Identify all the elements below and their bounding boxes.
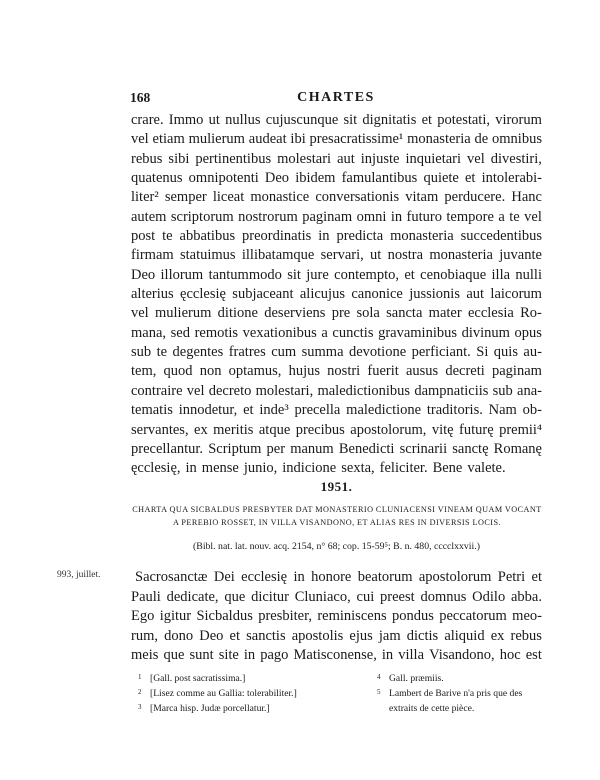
footnote [138, 672, 353, 687]
text-line: tematis innodetur, et inde³ precella maledictione traditoris. Nam ob- [131, 402, 542, 419]
body-text [131, 111, 542, 479]
text-line: ęcclesię, in mense junio, indicione sexta, feliciter. Bene valete. [131, 460, 506, 477]
running-title: CHARTES [297, 90, 375, 105]
margin-date: 993, juillet. [57, 570, 101, 580]
text-line: Sacrosanctæ Dei ecclesię in honore beatorum apostolorum Petri et [135, 569, 542, 585]
charter-number: 1951. [320, 479, 353, 494]
footnote [377, 702, 547, 717]
text-line: meis que sunt site in pago Matisconense, in villa Visandono, hoc est [131, 647, 542, 663]
footnote-mark: 2 [138, 687, 142, 696]
charter-text [131, 568, 542, 666]
footnote-text: Lambert de Barive n'a pris que des [389, 687, 523, 699]
text-line: precellantur. Scriptum per manum Benedicti scrinarii sanctę Romanę [131, 440, 542, 457]
charter-title-line: CHARTA QUA SICBALDUS PRESBYTER DAT MONASTERIO CLUNIACENSI VINEAM QUAM VOCANT [132, 505, 542, 514]
footnote-mark: 3 [138, 702, 142, 711]
text-line: crare. Immo ut nullus cujuscunque sit dignitatis et potestati, virorum [131, 112, 542, 128]
text-line: Ego igitur Sicbaldus presbiter, reminiscens pondus peccatorum meo- [131, 608, 542, 624]
footnote-mark: 4 [377, 673, 381, 681]
charter-source: (Bibl. nat. lat. nouv. acq. 2154, n° 68; cop. 15-59⁵; B. n. 480, cccclxxvii.) [193, 541, 480, 552]
text-line: tem, quod non optamus, hujus nostri fuerit ausus decreti paginam [131, 363, 542, 380]
footnote-text: [Lisez comme au Gallia: tolerabiliter.] [150, 687, 297, 699]
footnote [138, 687, 353, 702]
footnote-text: [Gall. post sacratissima.] [150, 673, 246, 684]
text-line: autem scriptorum nostrorum paginam omni in futuro tempore a te vel [131, 208, 542, 225]
charter-title-line: A PEREBIO ROSSET, IN VILLA VISANDONO, ET ALIAS RES IN DIVERSIS LOCIS. [173, 518, 501, 527]
text-line: sub te degentes fratres cum summa devotione perficiant. Si quis au- [131, 344, 542, 361]
footnote [138, 702, 353, 717]
text-line: rum, dono Deo et sanctis apostolis ejus jam dictis aliquid ex rebus [131, 627, 542, 644]
footnote-text: [Marca hisp. Judæ porcellatur.] [150, 702, 270, 714]
text-line: Deo illorum tantummodo sit jure contempto, et cenobiaque illa nulli [131, 266, 542, 283]
running-head [130, 90, 542, 108]
footnote [377, 672, 547, 687]
text-line: vel mulierum ditione deserviens pre sola sancta mater ecclesia Ro- [131, 305, 542, 322]
footnote [377, 687, 547, 702]
footnote-mark [377, 700, 389, 715]
footnote-text: Gall. præmiis. [389, 673, 444, 684]
text-line: firmam statuimus illibatamque servari, ut nostra monasteria juvante [131, 247, 542, 264]
text-line: mana, sed remotis vexationibus a cunctis gravaminibus divinum opus [131, 324, 542, 341]
text-line: quatenus omnipotenti Deo ibidem famulantibus quiete et intolerabi- [131, 170, 542, 187]
text-line: post te abbatibus preordinatis in predicta monasteria succedentibus [131, 228, 542, 245]
text-line: liter² semper liceat monastice conversationis vitam perducere. Hanc [131, 189, 542, 206]
text-line: rebus sibi pertinentibus molestari aut injuste inquietari vel divestiri, [131, 150, 542, 167]
text-line: contraire vel decreto molestari, maledictionibus dampnaticiis sub ana- [131, 382, 542, 399]
text-line: vel etiam mulierum audeat ibi presacratissime¹ monasteria de omnibus [131, 131, 542, 148]
footnotes-right [377, 672, 547, 716]
text-line: servantes, ex meritis atque precibus apostolorum, vitę futurę premii⁴ [131, 421, 542, 438]
footnotes-left [138, 672, 353, 716]
text-line: alterius ęcclesię subjaceant alicujus canonice jussionis aut laicorum [131, 286, 542, 303]
footnote-mark: 1 [138, 673, 142, 681]
page-number: 168 [130, 90, 151, 105]
footnote-text: extraits de cette pièce. [389, 702, 475, 714]
footnote-mark: 5 [377, 687, 381, 696]
text-line: Pauli dedicate, que dicitur Cluniaco, cui preest domnus Odilo abba. [131, 588, 542, 605]
charter-title [128, 503, 546, 529]
